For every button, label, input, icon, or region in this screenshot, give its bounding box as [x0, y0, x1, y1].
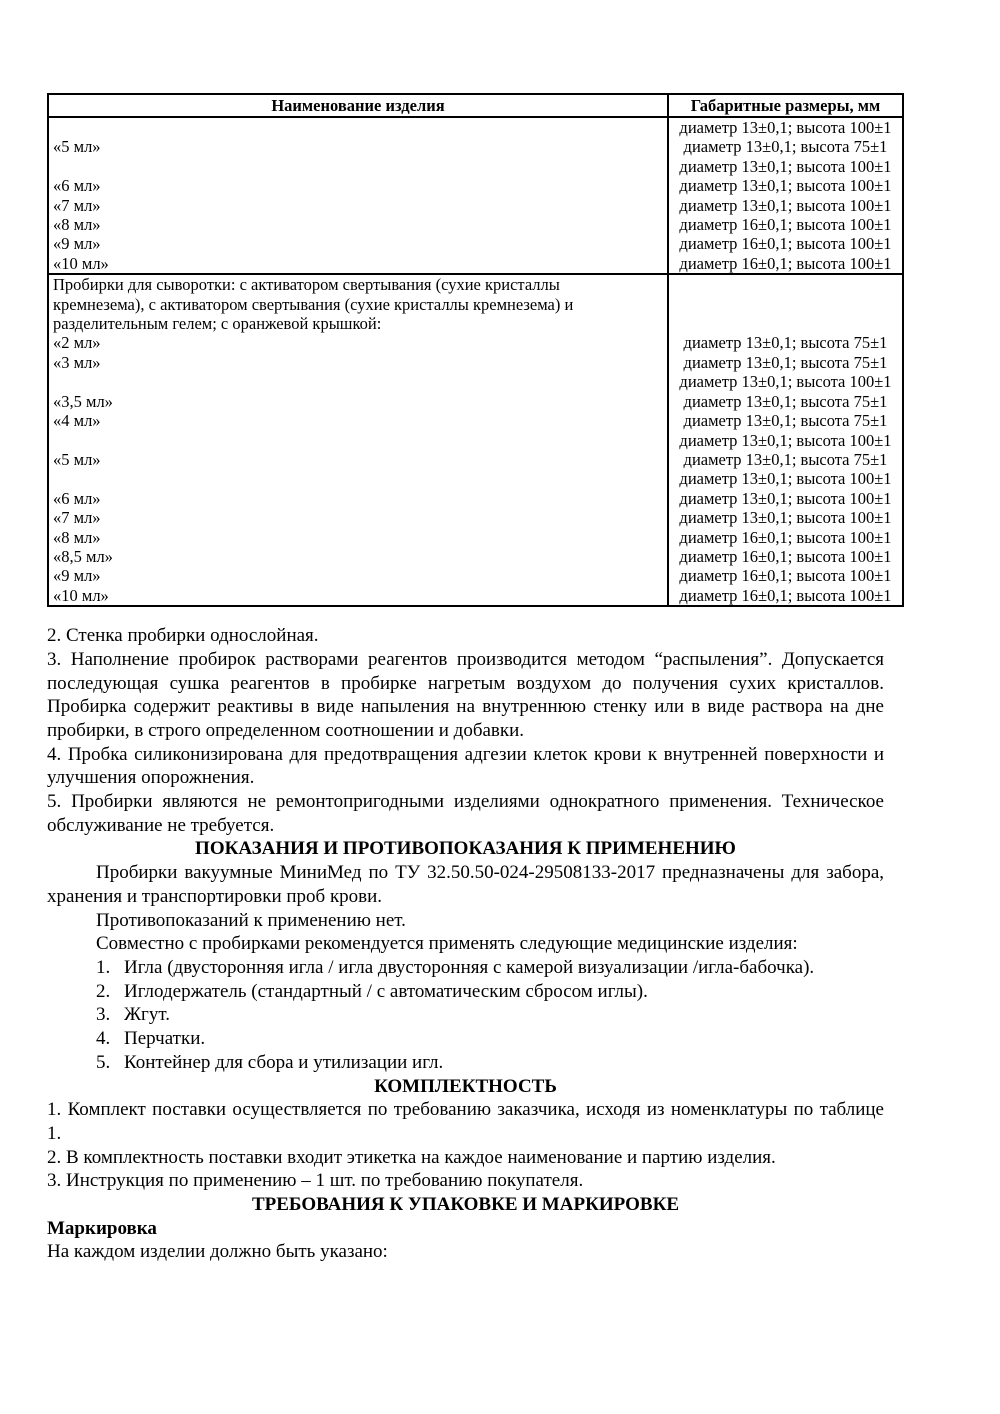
section-heading-indications: ПОКАЗАНИЯ И ПРОТИВОПОКАЗАНИЯ К ПРИМЕНЕНИЮ — [195, 838, 736, 860]
product-spec-table — [47, 93, 904, 607]
table-row — [48, 117, 903, 137]
product-name-cell: «3 мл» — [48, 353, 668, 372]
list-item — [96, 1003, 884, 1027]
table-row — [48, 508, 903, 527]
paragraph-single-use: 5. Пробирки являются не ремонтопригодными изделиями однократного применения. Техническое обслуживание не требуется. — [47, 791, 884, 836]
table-row — [48, 547, 903, 566]
table-row — [48, 489, 903, 508]
list-item-text: Игла (двусторонняя игла / игла двусторонняя с камерой визуализации /игла-бабочка). — [124, 957, 815, 978]
list-item-text: Контейнер для сбора и утилизации игл. — [124, 1051, 444, 1073]
column-header-dimensions: Габаритные размеры, мм — [668, 94, 903, 117]
list-item-text: Жгут. — [124, 1004, 170, 1026]
table-row — [48, 333, 903, 352]
indications-purpose: Пробирки вакуумные МиниМед по ТУ 32.50.50-024-29508133-2017 предназначены для забора, хранения и транспортировки проб крови. — [47, 862, 884, 907]
section-heading-completeness: КОМПЛЕКТНОСТЬ — [374, 1075, 557, 1097]
table-row — [48, 586, 903, 606]
product-name-cell: разделительным гелем; с оранжевой крышкой: — [48, 314, 668, 333]
product-name-cell: «5 мл» — [48, 137, 668, 156]
list-item-number: 3. — [96, 1004, 111, 1026]
product-dimensions-cell: диаметр 16±0,1; высота 100±1 — [668, 254, 903, 274]
product-name-cell: «7 мл» — [48, 508, 668, 527]
product-name-cell: «3,5 мл» — [48, 392, 668, 411]
table-row — [48, 157, 903, 176]
table-row — [48, 450, 903, 469]
list-item-number: 4. — [96, 1028, 111, 1050]
product-name-cell: «6 мл» — [48, 176, 668, 195]
product-dimensions-cell: диаметр 16±0,1; высота 100±1 — [668, 215, 903, 234]
completeness-item: 1. Комплект поставки осуществляется по требованию заказчика, исходя из номенклатуры по таблице 1. — [47, 1099, 884, 1144]
product-name-cell — [48, 157, 668, 176]
product-name-cell: «4 мл» — [48, 411, 668, 430]
product-dimensions-cell: диаметр 16±0,1; высота 100±1 — [668, 586, 903, 606]
product-dimensions-cell: диаметр 13±0,1; высота 100±1 — [668, 431, 903, 450]
table-row — [48, 176, 903, 195]
product-name-cell — [48, 117, 668, 137]
product-dimensions-cell: диаметр 16±0,1; высота 100±1 — [668, 566, 903, 585]
table-row — [48, 274, 903, 294]
product-name-cell: «9 мл» — [48, 234, 668, 253]
product-dimensions-cell: диаметр 13±0,1; высота 100±1 — [668, 196, 903, 215]
list-item-number: 2. — [96, 980, 111, 1002]
product-dimensions-cell: диаметр 13±0,1; высота 100±1 — [668, 117, 903, 137]
product-dimensions-cell: диаметр 13±0,1; высота 75±1 — [668, 137, 903, 156]
table-row — [48, 234, 903, 253]
paragraph-stopper: 4. Пробка силиконизирована для предотвращения адгезии клеток крови к внутренней поверхности и улучшения опорожнения. — [47, 743, 884, 789]
list-item — [96, 1027, 884, 1051]
product-name-cell — [48, 431, 668, 450]
product-dimensions-cell — [668, 274, 903, 294]
product-name-cell: «7 мл» — [48, 196, 668, 215]
list-item-text: Перчатки. — [124, 1028, 206, 1050]
product-dimensions-cell — [668, 295, 903, 314]
product-dimensions-cell: диаметр 13±0,1; высота 75±1 — [668, 353, 903, 372]
product-name-cell: «6 мл» — [48, 489, 668, 508]
list-item — [96, 956, 884, 980]
product-dimensions-cell: диаметр 16±0,1; высота 100±1 — [668, 528, 903, 547]
completeness-item: 3. Инструкция по применению – 1 шт. по требованию покупателя. — [47, 1170, 584, 1192]
product-dimensions-cell: диаметр 13±0,1; высота 100±1 — [668, 157, 903, 176]
recommended-devices-list — [47, 956, 884, 1075]
table-row — [48, 431, 903, 450]
list-item-text: Иглодержатель (стандартный / с автоматическим сбросом иглы). — [124, 980, 648, 1002]
indications-no-contraindications: Противопоказаний к применению нет. — [96, 909, 406, 931]
list-item-number: 1. — [96, 957, 111, 978]
table-header-row — [48, 94, 903, 117]
table-row — [48, 254, 903, 274]
paragraph-wall: 2. Стенка пробирки однослойная. — [47, 625, 319, 647]
list-item — [96, 1051, 884, 1075]
product-dimensions-cell: диаметр 16±0,1; высота 100±1 — [668, 547, 903, 566]
product-dimensions-cell — [668, 314, 903, 333]
table-row — [48, 295, 903, 314]
marking-intro-line: На каждом изделии должно быть указано: — [47, 1241, 388, 1263]
product-dimensions-cell: диаметр 13±0,1; высота 100±1 — [668, 176, 903, 195]
table-row — [48, 566, 903, 585]
completeness-item: 2. В комплектность поставки входит этикетка на каждое наименование и партию изделия. — [47, 1146, 776, 1168]
product-name-cell — [48, 469, 668, 488]
product-name-cell: «2 мл» — [48, 333, 668, 352]
table-row — [48, 469, 903, 488]
product-dimensions-cell: диаметр 13±0,1; высота 100±1 — [668, 508, 903, 527]
product-name-cell — [48, 372, 668, 391]
completeness-list — [47, 1098, 884, 1193]
list-item-number: 5. — [96, 1051, 111, 1073]
table-row — [48, 196, 903, 215]
product-name-cell: кремнезема), с активатором свертывания (сухие кристаллы кремнезема) и — [48, 295, 668, 314]
product-name-cell: «8 мл» — [48, 215, 668, 234]
product-name-cell: «9 мл» — [48, 566, 668, 585]
column-header-product-name: Наименование изделия — [48, 94, 668, 117]
table-row — [48, 137, 903, 156]
product-dimensions-cell: диаметр 13±0,1; высота 100±1 — [668, 372, 903, 391]
table-row — [48, 353, 903, 372]
product-dimensions-cell: диаметр 16±0,1; высота 100±1 — [668, 234, 903, 253]
product-name-cell: «8 мл» — [48, 528, 668, 547]
paragraph-filling: 3. Наполнение пробирок растворами реагентов производится методом “распыления”. Допускается последующая сушка реагентов в пробирке нагретым воздухом до получения сухих кристаллов. Пробирка содержит реактивы в виде напыления на внутреннюю стенку или в виде раствора на дне пробирки, в строго определенном соотношении и добавки. — [47, 648, 884, 741]
section-heading-packaging: ТРЕБОВАНИЯ К УПАКОВКЕ И МАРКИРОВКЕ — [251, 1194, 680, 1216]
product-dimensions-cell: диаметр 13±0,1; высота 100±1 — [668, 489, 903, 508]
indications-recommended-devices-intro: Совместно с пробирками рекомендуется применять следующие медицинские изделия: — [96, 933, 798, 955]
subheading-marking: Маркировка — [47, 1217, 157, 1239]
table-row — [48, 215, 903, 234]
product-name-cell: «10 мл» — [48, 586, 668, 606]
product-dimensions-cell: диаметр 13±0,1; высота 75±1 — [668, 411, 903, 430]
table-section-plain-tubes — [48, 117, 903, 274]
table-row — [48, 528, 903, 547]
table-row — [48, 372, 903, 391]
document-text — [47, 624, 884, 1264]
list-item — [96, 980, 884, 1004]
product-dimensions-cell: диаметр 13±0,1; высота 75±1 — [668, 392, 903, 411]
product-dimensions-cell: диаметр 13±0,1; высота 100±1 — [668, 469, 903, 488]
table-row — [48, 411, 903, 430]
product-dimensions-cell: диаметр 13±0,1; высота 75±1 — [668, 333, 903, 352]
product-dimensions-cell: диаметр 13±0,1; высота 75±1 — [668, 450, 903, 469]
table-row — [48, 314, 903, 333]
product-name-cell: «10 мл» — [48, 254, 668, 274]
product-name-cell: «8,5 мл» — [48, 547, 668, 566]
table-section-serum-tubes — [48, 274, 903, 606]
product-name-cell: Пробирки для сыворотки: с активатором свертывания (сухие кристаллы — [48, 274, 668, 294]
table-row — [48, 392, 903, 411]
product-name-cell: «5 мл» — [48, 450, 668, 469]
